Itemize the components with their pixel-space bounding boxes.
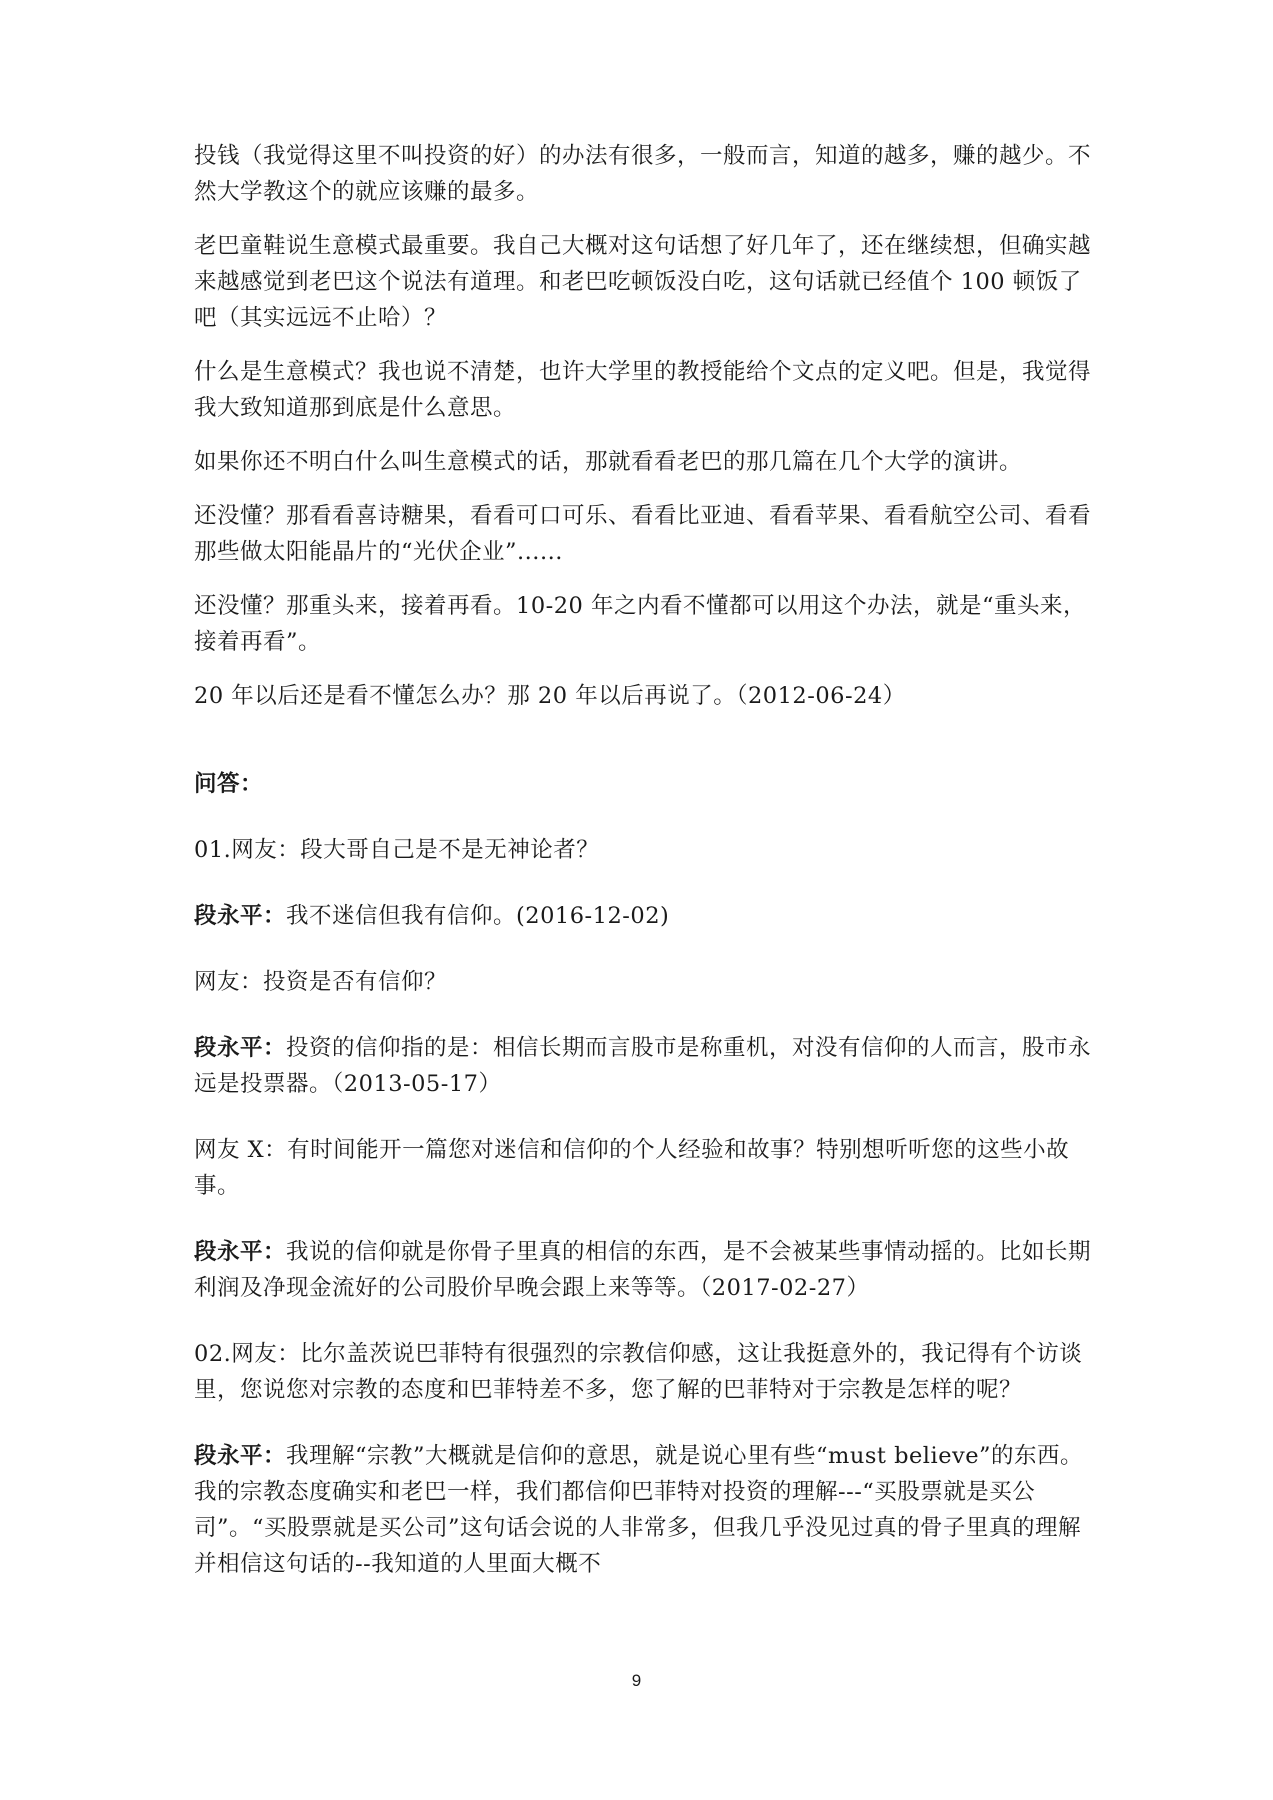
speaker-name: 段永平：: [194, 1035, 287, 1061]
qa-text: 01.网友：段大哥自己是不是无神论者？: [194, 837, 600, 863]
qa-text: 网友：投资是否有信仰？: [194, 969, 448, 995]
body-paragraph: 如果你还不明白什么叫生意模式的话，那就看看老巴的那几篇在几个大学的演讲。: [194, 449, 1023, 475]
body-paragraph: 还没懂？那重头来，接着再看。10-20 年之内看不懂都可以用这个办法，就是“重头来，接着再看”。: [194, 593, 1087, 655]
qa-text: 网友 X：有时间能开一篇您对迷信和信仰的个人经验和故事？特别想听听您的这些小故事。: [194, 1137, 1070, 1199]
qa-answer: [194, 1030, 1094, 1102]
speaker-name: 段永平：: [194, 1239, 287, 1265]
page-number: 9: [631, 1671, 642, 1690]
qa-text: 我理解“宗教”大概就是信仰的意思，就是说心里有些“must believe”的东西。我的宗教态度确实和老巴一样，我们都信仰巴菲特对投资的理解---“买股票就是买公司”。“买股票就是买公司”这句话会说的人非常多，但我几乎没见过真的骨子里真的理解并相信这句话的--我知道的人里面大概不: [194, 1443, 1084, 1577]
qa-text: 我不迷信但我有信仰。(2016-12-02): [286, 903, 670, 929]
body-paragraph: 什么是生意模式？我也说不清楚，也许大学里的教授能给个文点的定义吧。但是，我觉得我大致知道那到底是什么意思。: [194, 359, 1092, 421]
document-page: [194, 138, 1094, 1582]
qa-question: [194, 1132, 1094, 1204]
qa-text: 02.网友：比尔盖茨说巴菲特有很强烈的宗教信仰感，这让我挺意外的，我记得有个访谈里，您说您对宗教的态度和巴菲特差不多，您了解的巴菲特对于宗教是怎样的呢？: [194, 1341, 1083, 1403]
qa-text: 投资的信仰指的是：相信长期而言股市是称重机，对没有信仰的人而言，股市永远是投票器。（2013-05-17）: [194, 1035, 1092, 1097]
qa-answer: [194, 1234, 1094, 1306]
qa-heading: 问答：: [194, 771, 264, 797]
body-paragraph: 还没懂？那看看喜诗糖果，看看可口可乐、看看比亚迪、看看苹果、看看航空公司、看看那些做太阳能晶片的“光伏企业”......: [194, 503, 1092, 565]
body-paragraph: 20 年以后还是看不懂怎么办？那 20 年以后再说了。（2012-06-24）: [194, 683, 906, 709]
qa-answer: [194, 1438, 1094, 1582]
qa-question: [194, 1336, 1094, 1408]
body-paragraph: 投钱（我觉得这里不叫投资的好）的办法有很多，一般而言，知道的越多，赚的越少。不然大学教这个的就应该赚的最多。: [194, 143, 1092, 205]
qa-question: [194, 832, 1094, 868]
qa-question: [194, 964, 1094, 1000]
body-paragraph: 老巴童鞋说生意模式最重要。我自己大概对这句话想了好几年了，还在继续想，但确实越来越感觉到老巴这个说法有道理。和老巴吃顿饭没白吃，这句话就已经值个 100 顿饭了吧（其实远远不止哈）？: [194, 233, 1092, 331]
qa-text: 我说的信仰就是你骨子里真的相信的东西，是不会被某些事情动摇的。比如长期利润及净现金流好的公司股价早晚会跟上来等等。（2017-02-27）: [194, 1239, 1092, 1301]
speaker-name: 段永平：: [194, 903, 287, 929]
speaker-name: 段永平：: [194, 1443, 287, 1469]
qa-answer: [194, 898, 1094, 934]
